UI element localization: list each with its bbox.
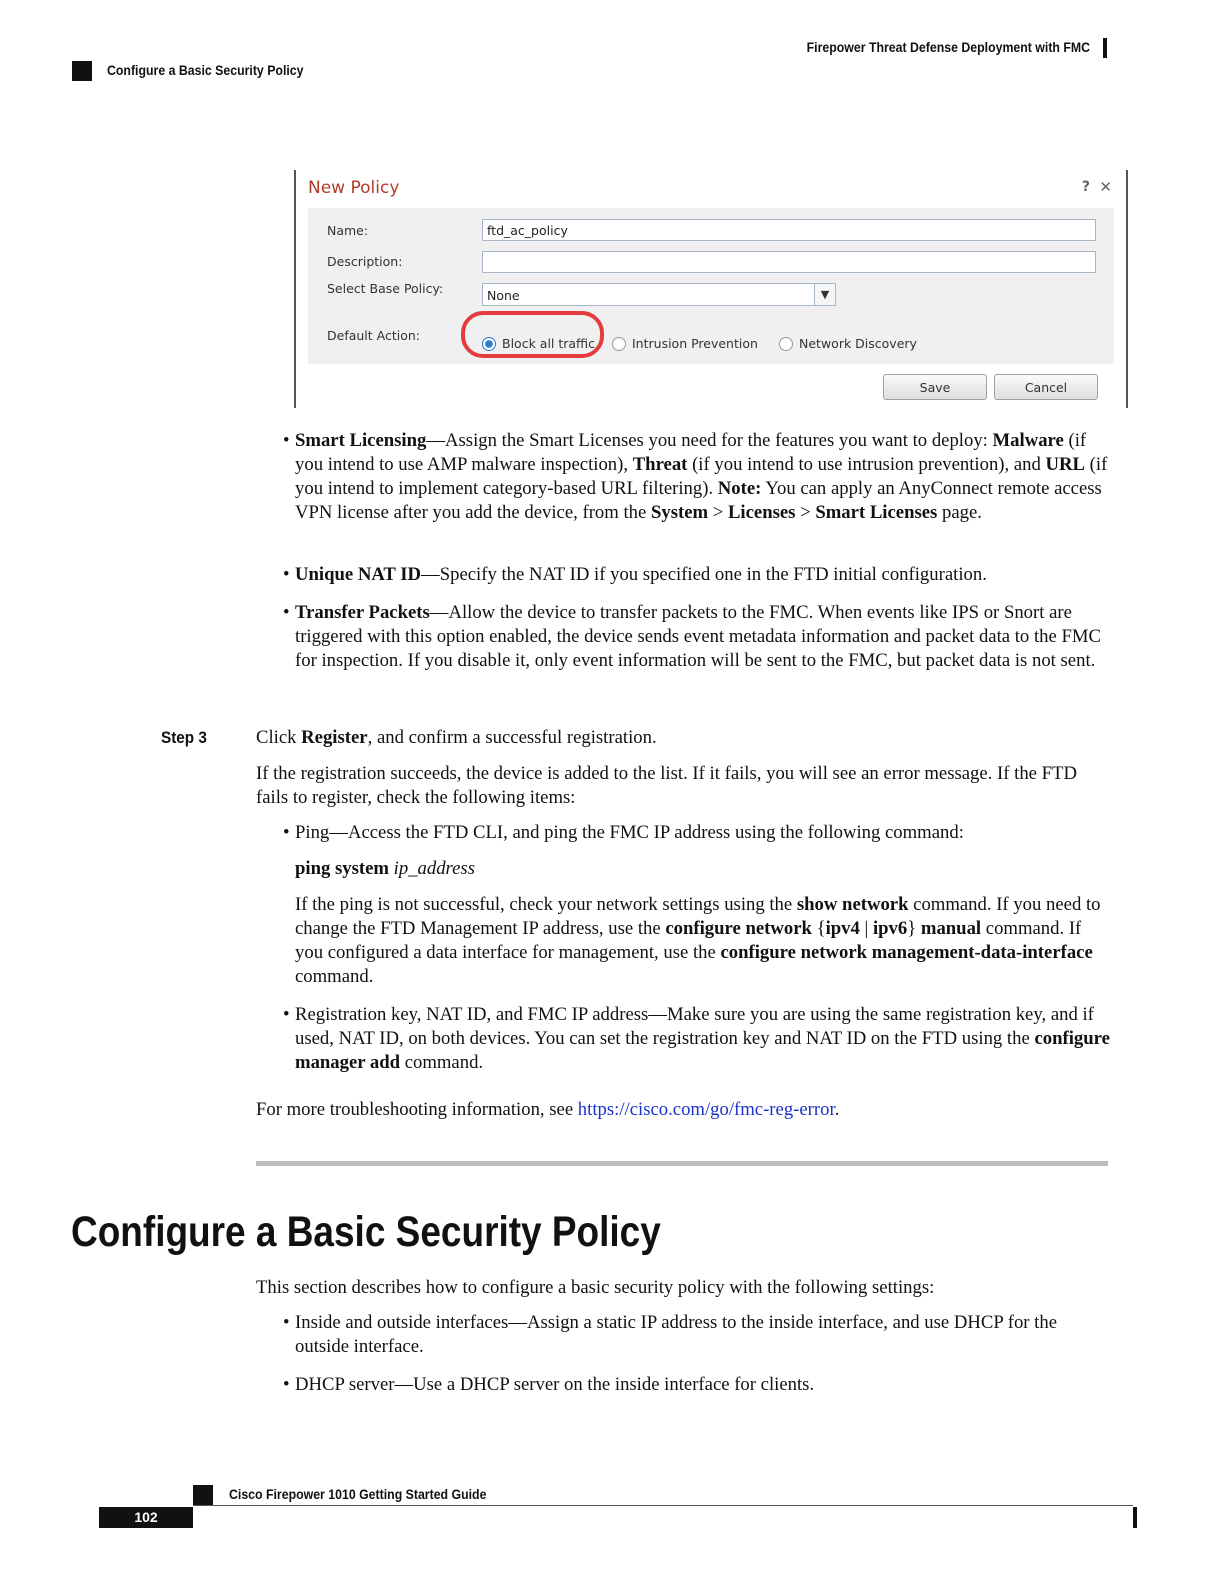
new-policy-dialog xyxy=(294,170,1128,410)
unique-nat-id-item: Unique NAT ID—Specify the NAT ID if you specified one in the FTD initial configuration. xyxy=(295,564,987,585)
step-label: Step 3 xyxy=(161,728,207,747)
bullet: • xyxy=(283,430,290,451)
bullet: • xyxy=(283,1374,290,1395)
bullet: • xyxy=(283,602,290,623)
section-intro: This section describes how to configure a basic security policy with the following settings: xyxy=(256,1277,935,1298)
dhcp-server-item: DHCP server—Use a DHCP server on the inside interface for clients. xyxy=(295,1374,815,1395)
ping-command: ping system ip_address xyxy=(295,858,475,879)
troubleshooting-link[interactable]: https://cisco.com/go/fmc-reg-error xyxy=(577,1099,835,1120)
ping-item: Ping—Access the FTD CLI, and ping the FMC IP address using the following command: xyxy=(295,822,964,843)
interfaces-item: Inside and outside interfaces—Assign a static IP address to the inside interface, and use DHCP for the outside interface. xyxy=(295,1312,1058,1357)
save-button[interactable]: Save xyxy=(883,374,987,400)
dialog-right-border xyxy=(1126,170,1128,408)
section-divider xyxy=(256,1161,1108,1166)
radio-intrusion-prevention[interactable] xyxy=(612,336,758,351)
base-policy-label: Select Base Policy: xyxy=(327,281,444,296)
radio-label: Block all traffic xyxy=(502,336,596,351)
name-label: Name: xyxy=(327,223,369,238)
footer-guide-title: Cisco Firepower 1010 Getting Started Guide xyxy=(229,1486,487,1502)
name-input[interactable]: ftd_ac_policy xyxy=(482,219,1096,241)
radio-unselected-icon xyxy=(612,337,626,351)
radio-unselected-icon xyxy=(779,337,793,351)
radio-label: Network Discovery xyxy=(799,336,917,351)
transfer-packets-item: Transfer Packets—Allow the device to transfer packets to the FMC. When events like IPS or Snort are triggered with this option enabled, the device sends event metadata information and packet data to the FMC for inspection. If you disable it, only event information will be sent to the FMC, but packet data is not sent. xyxy=(295,602,1101,671)
highlight-circle xyxy=(461,311,604,358)
running-header-section: Configure a Basic Security Policy xyxy=(107,62,304,78)
close-icon[interactable]: ✕ xyxy=(1099,178,1112,196)
bullet: • xyxy=(283,1312,290,1333)
default-action-label: Default Action: xyxy=(327,328,421,343)
page-number: 102 xyxy=(99,1507,193,1528)
section-heading: Configure a Basic Security Policy xyxy=(71,1208,661,1256)
running-header-doc-title: Firepower Threat Defense Deployment with FMC xyxy=(806,39,1090,55)
base-policy-select[interactable] xyxy=(482,283,836,306)
header-square xyxy=(72,61,92,81)
description-label: Description: xyxy=(327,254,403,269)
step3-instruction: Click Register, and confirm a successful registration. xyxy=(256,727,657,748)
registration-key-item: Registration key, NAT ID, and FMC IP address—Make sure you are using the same registration key, and if used, NAT ID, on both devices. You can set the registration key and NAT ID on the FTD using the configure manager add command. xyxy=(295,1004,1110,1073)
network-settings-paragraph: If the ping is not successful, check your network settings using the show network command. If you need to change the FTD Management IP address, use the configure network {ipv4 | ipv6} manual command. If you configured a data interface for management, use the configure network management-data-interface command. xyxy=(295,894,1101,987)
bullet: • xyxy=(283,564,290,585)
base-policy-value: None xyxy=(487,288,520,303)
radio-label: Intrusion Prevention xyxy=(632,336,758,351)
chevron-down-icon[interactable]: ▼ xyxy=(814,284,835,305)
help-icon[interactable]: ? xyxy=(1081,179,1090,195)
bullet: • xyxy=(283,1004,290,1025)
dialog-form xyxy=(308,208,1114,364)
smart-licensing-item: Smart Licensing—Assign the Smart Licenses you need for the features you want to deploy: Malware (if you intend to use AMP malware inspection), Threat (if you intend to use intrusion prevention), and URL (if you intend to implement category-based URL filtering). Note: You can apply an AnyConnect remote access VPN license after you add the device, from the System > Licenses > Smart Licenses page. xyxy=(295,430,1108,523)
radio-network-discovery[interactable] xyxy=(779,336,917,351)
footer-bar xyxy=(1133,1507,1137,1528)
troubleshooting-paragraph: For more troubleshooting information, see https://cisco.com/go/fmc-reg-error. xyxy=(256,1099,840,1120)
footer-rule xyxy=(193,1505,1133,1506)
bullet: • xyxy=(283,822,290,843)
cancel-button[interactable]: Cancel xyxy=(994,374,1098,400)
footer-square xyxy=(193,1485,213,1505)
step3-paragraph: If the registration succeeds, the device is added to the list. If it fails, you will see an error message. If the FTD fails to register, check the following items: xyxy=(256,763,1077,808)
dialog-left-border xyxy=(294,170,296,408)
header-bar xyxy=(1103,38,1107,58)
description-input[interactable] xyxy=(482,251,1096,273)
dialog-title: New Policy xyxy=(308,178,400,198)
